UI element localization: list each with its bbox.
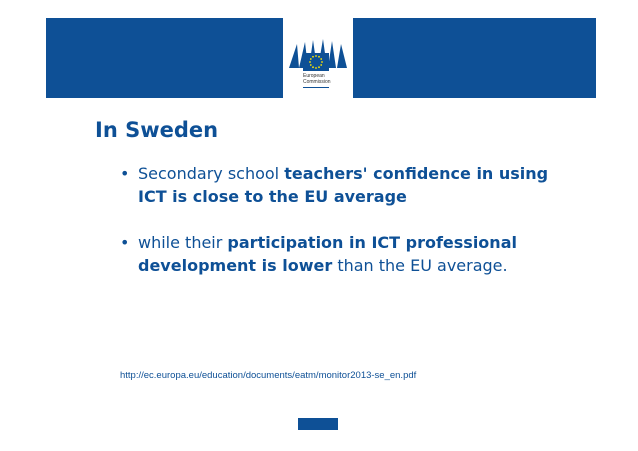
eu-star-icon	[321, 61, 323, 63]
eu-star-icon	[320, 64, 322, 66]
eu-star-icon	[315, 55, 317, 57]
eu-star-icon	[318, 56, 320, 58]
logo-text-line2: Commission	[303, 79, 331, 85]
eu-star-icon	[309, 61, 311, 63]
eu-star-icon	[315, 67, 317, 69]
bullet-emphasis: teachers' confidence in using ICT is close to the EU average	[138, 164, 549, 206]
bullet-dot-icon: •	[120, 164, 130, 183]
bullet-text: while their	[138, 233, 228, 252]
bullet-dot-icon: •	[120, 233, 130, 252]
eu-flag-icon	[303, 53, 329, 71]
eu-star-icon	[318, 66, 320, 68]
bullet-text: than the EU average.	[332, 256, 508, 275]
logo-wordmark	[303, 73, 351, 85]
eu-star-icon	[320, 58, 322, 60]
footer-tab	[298, 418, 338, 430]
eu-star-icon	[312, 56, 314, 58]
logo-text-line1: European	[303, 73, 325, 79]
eu-star-icon	[312, 66, 314, 68]
slide-title: In Sweden	[95, 118, 219, 142]
logo-underline	[303, 87, 329, 88]
eu-star-icon	[310, 64, 312, 66]
source-link[interactable]: http://ec.europa.eu/education/documents/eatm/monitor2013-se_en.pdf	[120, 370, 417, 381]
bullet-item	[120, 162, 560, 208]
bullet-item	[120, 231, 560, 277]
bullet-text: Secondary school	[138, 164, 285, 183]
eu-star-icon	[310, 58, 312, 60]
bullet-list	[120, 162, 560, 300]
bullet-emphasis: participation in ICT professional development is lower	[138, 233, 517, 275]
european-commission-logo	[283, 18, 353, 98]
